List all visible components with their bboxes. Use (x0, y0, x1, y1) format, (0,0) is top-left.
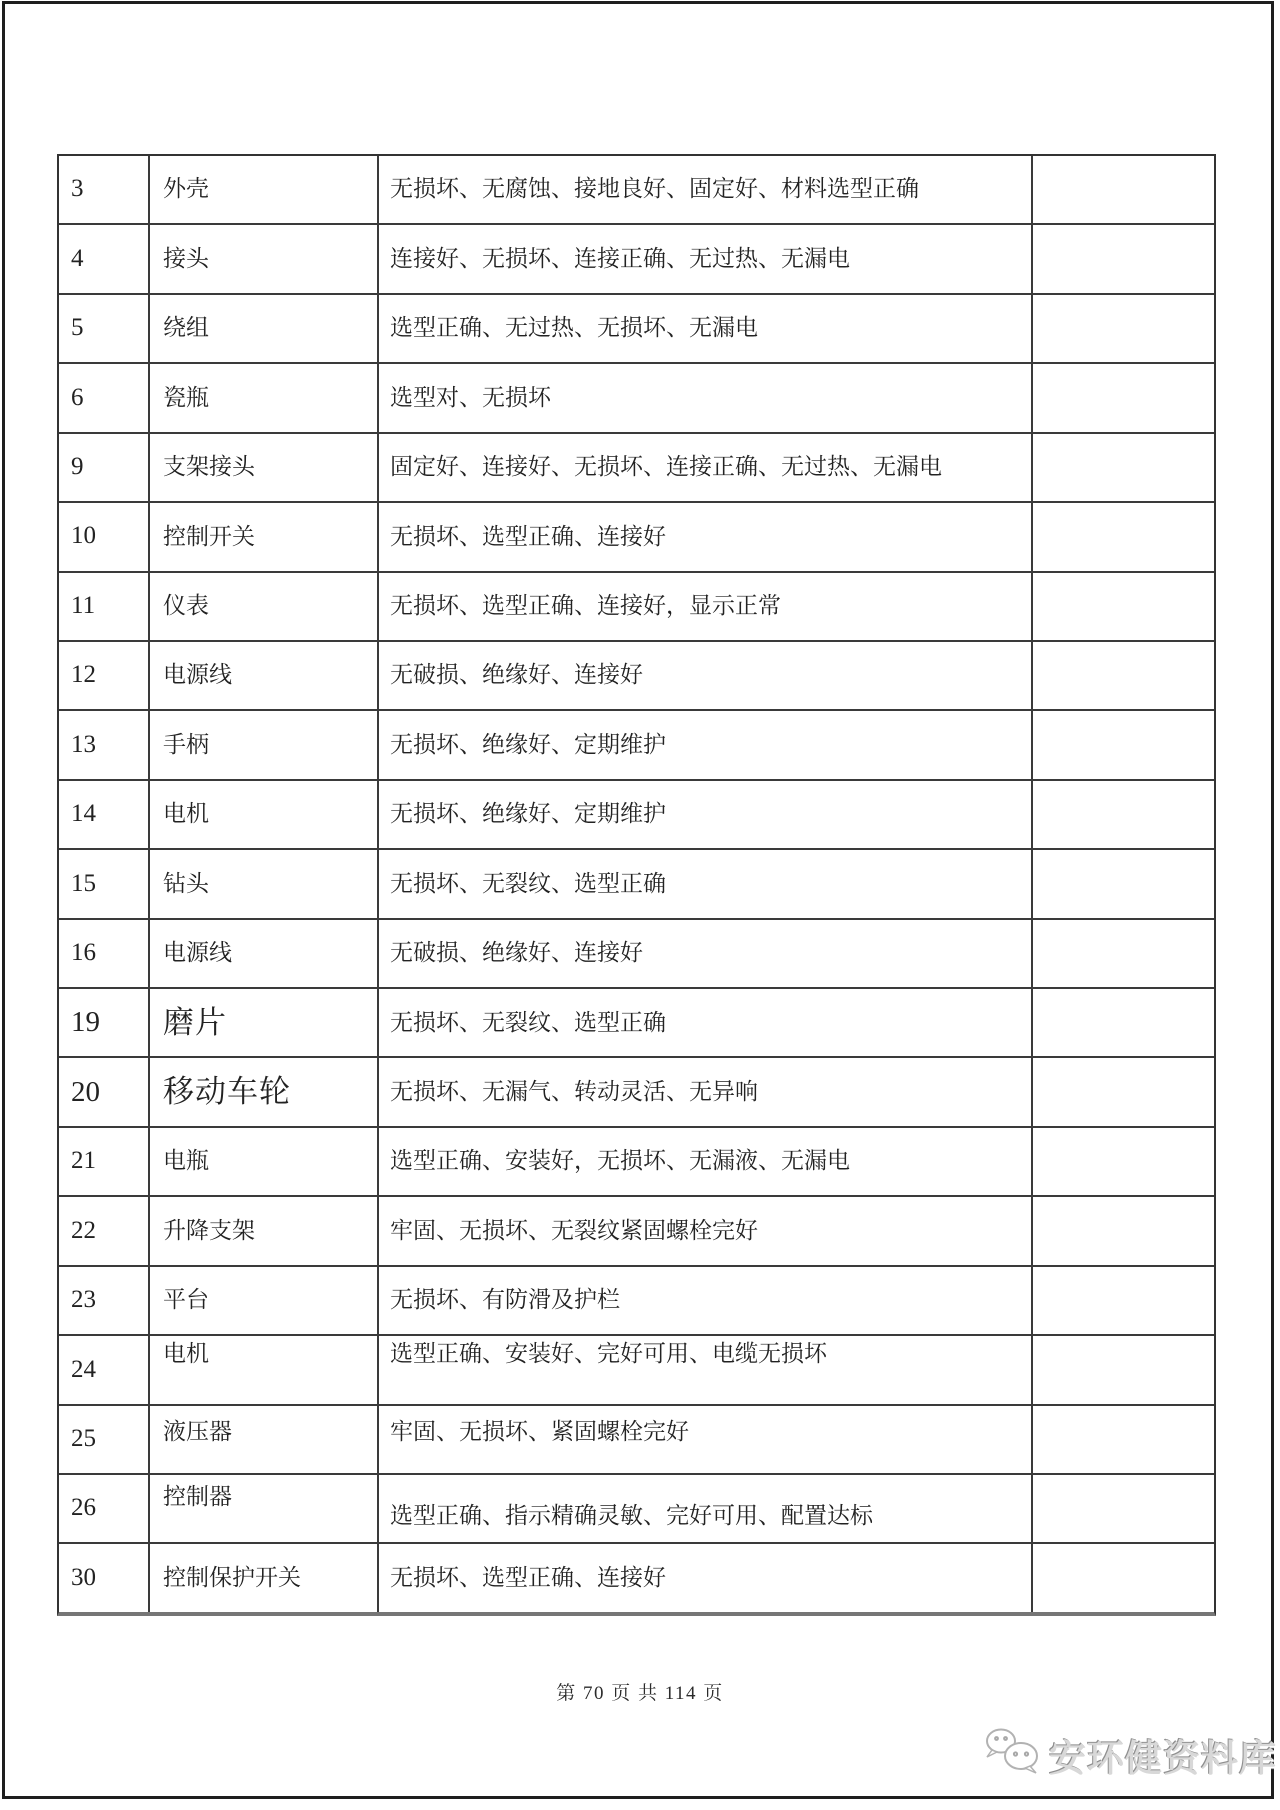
remark-cell (1033, 642, 1214, 709)
remark-cell (1033, 573, 1214, 640)
item-name-cell (150, 781, 379, 848)
item-name: 磨片 (163, 1004, 227, 1040)
item-name: 控制开关 (163, 523, 255, 549)
item-name: 控制器 (163, 1484, 232, 1510)
row-number-cell (59, 1544, 150, 1611)
table-row (59, 362, 1214, 431)
criteria-cell (379, 1406, 1033, 1473)
remark-cell (1033, 1336, 1214, 1403)
criteria-cell (379, 364, 1033, 431)
remark-cell (1033, 503, 1214, 570)
criteria-text: 无损坏、选型正确、连接好 (390, 523, 666, 549)
table-row (59, 156, 1214, 223)
row-number-cell (59, 781, 150, 848)
table-row (59, 1195, 1214, 1264)
criteria-cell (379, 989, 1033, 1056)
remark-cell (1033, 434, 1214, 501)
criteria-cell (379, 1058, 1033, 1125)
page-number-label: 第 70 页 共 114 页 (556, 1683, 724, 1704)
row-number-cell (59, 434, 150, 501)
row-number: 23 (71, 1286, 96, 1314)
item-name: 瓷瓶 (163, 384, 209, 410)
table-row (59, 501, 1214, 570)
row-number-cell (59, 1197, 150, 1264)
criteria-cell (379, 434, 1033, 501)
row-number: 21 (71, 1147, 96, 1175)
item-name-cell (150, 1267, 379, 1334)
table-row (59, 987, 1214, 1056)
row-number: 14 (71, 800, 96, 828)
criteria-text: 无损坏、选型正确、连接好 (390, 1564, 666, 1590)
remark-cell (1033, 1267, 1214, 1334)
item-name: 电机 (163, 801, 209, 827)
table-row (59, 640, 1214, 709)
item-name: 电机 (163, 1341, 209, 1367)
item-name: 仪表 (163, 593, 209, 619)
item-name: 液压器 (163, 1418, 232, 1444)
table-row (59, 918, 1214, 987)
criteria-text: 选型正确、安装好、完好可用、电缆无损坏 (390, 1341, 827, 1367)
table-row (59, 779, 1214, 848)
remark-cell (1033, 850, 1214, 917)
row-number: 12 (71, 661, 96, 689)
criteria-cell (379, 156, 1033, 223)
row-number: 10 (71, 522, 96, 550)
item-name-cell (150, 364, 379, 431)
criteria-text: 无损坏、无腐蚀、接地良好、固定好、材料选型正确 (390, 176, 919, 202)
row-number-cell (59, 503, 150, 570)
criteria-cell (379, 1475, 1033, 1542)
item-name-cell (150, 1475, 379, 1542)
row-number: 5 (71, 314, 84, 342)
row-number-cell (59, 156, 150, 223)
table-row (59, 1126, 1214, 1195)
row-number-cell (59, 1406, 150, 1473)
remark-cell (1033, 989, 1214, 1056)
table-row (59, 1542, 1214, 1611)
item-name: 电瓶 (163, 1148, 209, 1174)
criteria-text: 牢固、无损坏、无裂纹紧固螺栓完好 (390, 1217, 758, 1243)
row-number-cell (59, 850, 150, 917)
criteria-text: 无损坏、无裂纹、选型正确 (390, 1009, 666, 1035)
criteria-text: 选型对、无损坏 (390, 384, 551, 410)
item-name: 支架接头 (163, 454, 255, 480)
remark-cell (1033, 1128, 1214, 1195)
table-row (59, 1056, 1214, 1125)
row-number: 24 (71, 1355, 96, 1383)
item-name: 升降支架 (163, 1217, 255, 1243)
item-name-cell (150, 1058, 379, 1125)
criteria-cell (379, 573, 1033, 640)
row-number-cell (59, 1267, 150, 1334)
criteria-text: 无损坏、无裂纹、选型正确 (390, 870, 666, 896)
criteria-text: 牢固、无损坏、紧固螺栓完好 (390, 1418, 689, 1444)
item-name: 钻头 (163, 870, 209, 896)
row-number-cell (59, 225, 150, 292)
wechat-icon (984, 1726, 1042, 1783)
item-name-cell (150, 503, 379, 570)
remark-cell (1033, 781, 1214, 848)
row-number: 4 (71, 244, 84, 272)
criteria-text: 无损坏、选型正确、连接好，显示正常 (390, 593, 781, 619)
remark-cell (1033, 711, 1214, 778)
table-row (59, 1265, 1214, 1334)
row-number-cell (59, 711, 150, 778)
criteria-cell (379, 1197, 1033, 1264)
criteria-cell (379, 225, 1033, 292)
remark-cell (1033, 1475, 1214, 1542)
item-name: 绕组 (163, 315, 209, 341)
item-name-cell (150, 1128, 379, 1195)
item-name: 平台 (163, 1287, 209, 1313)
table-row (59, 1334, 1214, 1403)
row-number-cell (59, 989, 150, 1056)
table-row (59, 1473, 1214, 1542)
table-row (59, 848, 1214, 917)
criteria-text: 无损坏、无漏气、转动灵活、无异响 (390, 1078, 758, 1104)
row-number: 22 (71, 1216, 96, 1244)
row-number-cell (59, 1475, 150, 1542)
item-name-cell (150, 225, 379, 292)
criteria-text: 选型正确、安装好，无损坏、无漏液、无漏电 (390, 1148, 850, 1174)
criteria-text: 无破损、绝缘好、连接好 (390, 662, 643, 688)
criteria-cell (379, 920, 1033, 987)
criteria-cell (379, 503, 1033, 570)
item-name: 电源线 (163, 662, 232, 688)
criteria-text: 无损坏、有防滑及护栏 (390, 1287, 620, 1313)
table-row (59, 432, 1214, 501)
inspection-table (57, 154, 1216, 1616)
item-name-cell (150, 711, 379, 778)
row-number-cell (59, 920, 150, 987)
row-number-cell (59, 364, 150, 431)
item-name-cell (150, 156, 379, 223)
item-name-cell (150, 850, 379, 917)
table-row (59, 223, 1214, 292)
watermark (984, 1726, 1277, 1783)
remark-cell (1033, 225, 1214, 292)
item-name: 移动车轮 (163, 1074, 291, 1110)
criteria-text: 无损坏、绝缘好、定期维护 (390, 731, 666, 757)
row-number: 6 (71, 383, 84, 411)
item-name: 外壳 (163, 176, 209, 202)
table-row (59, 293, 1214, 362)
criteria-cell (379, 711, 1033, 778)
criteria-cell (379, 642, 1033, 709)
criteria-cell (379, 1267, 1033, 1334)
item-name-cell (150, 920, 379, 987)
row-number-cell (59, 1128, 150, 1195)
table-row (59, 571, 1214, 640)
row-number: 19 (71, 1006, 100, 1039)
item-name: 接头 (163, 245, 209, 271)
row-number: 11 (71, 591, 96, 619)
criteria-text: 选型正确、指示精确灵敏、完好可用、配置达标 (390, 1503, 873, 1528)
remark-cell (1033, 1544, 1214, 1611)
page-footer (0, 1678, 1280, 1705)
row-number: 13 (71, 730, 96, 758)
item-name: 电源线 (163, 940, 232, 966)
item-name-cell (150, 1197, 379, 1264)
item-name-cell (150, 989, 379, 1056)
row-number-cell (59, 642, 150, 709)
row-number: 26 (71, 1494, 96, 1522)
remark-cell (1033, 364, 1214, 431)
item-name-cell (150, 1336, 379, 1403)
criteria-cell (379, 1336, 1033, 1403)
row-number-cell (59, 1058, 150, 1125)
remark-cell (1033, 156, 1214, 223)
criteria-cell (379, 781, 1033, 848)
remark-cell (1033, 295, 1214, 362)
criteria-cell (379, 1544, 1033, 1611)
item-name: 手柄 (163, 731, 209, 757)
row-number: 16 (71, 938, 96, 966)
criteria-text: 连接好、无损坏、连接正确、无过热、无漏电 (390, 245, 850, 271)
row-number: 20 (71, 1075, 100, 1108)
item-name-cell (150, 642, 379, 709)
item-name-cell (150, 295, 379, 362)
item-name-cell (150, 573, 379, 640)
item-name: 控制保护开关 (163, 1564, 301, 1590)
criteria-cell (379, 295, 1033, 362)
remark-cell (1033, 1197, 1214, 1264)
row-number: 15 (71, 869, 96, 897)
table-row (59, 709, 1214, 778)
row-number-cell (59, 573, 150, 640)
remark-cell (1033, 920, 1214, 987)
remark-cell (1033, 1058, 1214, 1125)
row-number: 30 (71, 1563, 96, 1591)
watermark-brand-text: 安环健资料库 (1049, 1737, 1277, 1779)
item-name-cell (150, 1406, 379, 1473)
criteria-cell (379, 1128, 1033, 1195)
criteria-text: 固定好、连接好、无损坏、连接正确、无过热、无漏电 (390, 454, 942, 480)
item-name-cell (150, 1544, 379, 1611)
criteria-text: 无破损、绝缘好、连接好 (390, 940, 643, 966)
row-number: 25 (71, 1424, 96, 1452)
row-number-cell (59, 1336, 150, 1403)
item-name-cell (150, 434, 379, 501)
table-row (59, 1404, 1214, 1473)
criteria-cell (379, 850, 1033, 917)
remark-cell (1033, 1406, 1214, 1473)
criteria-text: 选型正确、无过热、无损坏、无漏电 (390, 315, 758, 341)
row-number-cell (59, 295, 150, 362)
criteria-text: 无损坏、绝缘好、定期维护 (390, 801, 666, 827)
row-number: 9 (71, 453, 84, 481)
row-number: 3 (71, 175, 84, 203)
